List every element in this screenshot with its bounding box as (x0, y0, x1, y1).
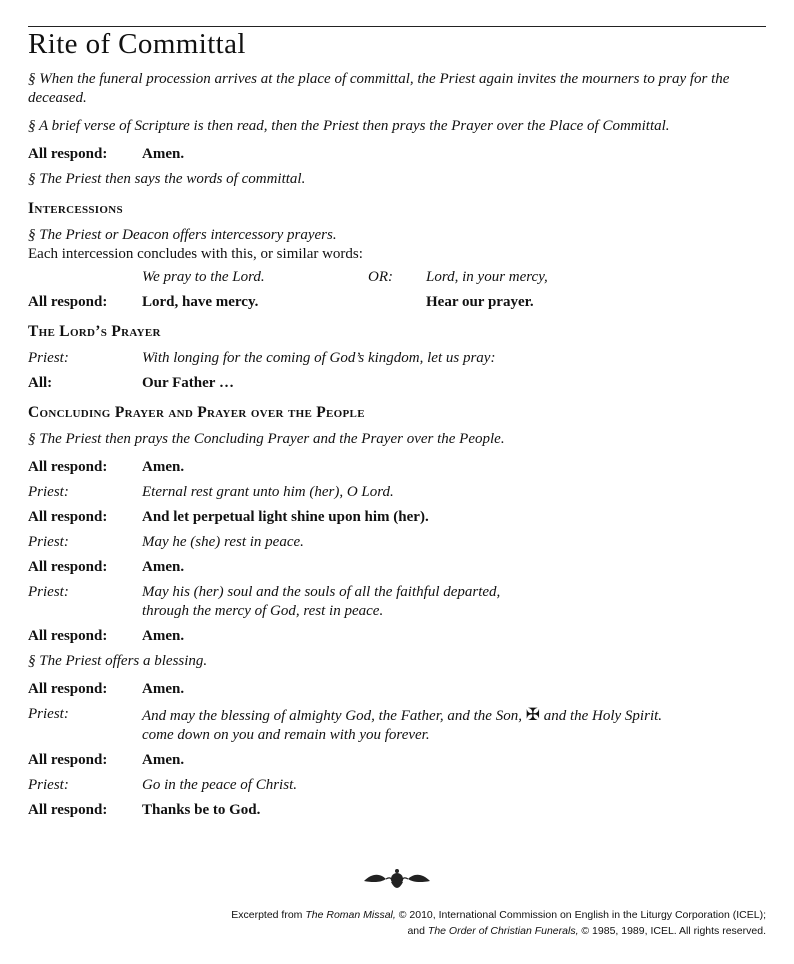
blessing-text-b: and the Holy Spirit. (543, 708, 663, 724)
response-row (28, 801, 768, 820)
credits-text: Excerpted from (231, 909, 303, 921)
all-row (28, 374, 768, 393)
priest-label: Priest: (28, 534, 69, 550)
priest-text (142, 583, 500, 621)
credits (231, 907, 766, 939)
response-row (28, 751, 768, 770)
response-text: Thanks be to God. (142, 802, 261, 818)
priest-text-line1: May his (her) soul and the souls of all the faithful departed, (142, 584, 501, 600)
response-row (28, 458, 768, 477)
spacer (368, 293, 426, 312)
response-label: All respond: (28, 628, 108, 644)
rubric-intercessions-line1: § The Priest or Deacon offers intercessory prayers. (28, 227, 337, 243)
heading-concluding-prayer: Concluding Prayer and Prayer over the People (28, 404, 365, 421)
priest-label: Priest: (28, 484, 69, 500)
all-label: All: (28, 375, 53, 391)
priest-text: Go in the peace of Christ. (142, 777, 297, 793)
priest-text: May he (she) rest in peace. (142, 534, 304, 550)
rubric-blessing: § The Priest offers a blessing. (28, 653, 208, 669)
response-b: Hear our prayer. (426, 294, 534, 310)
priest-label: Priest: (28, 777, 69, 793)
response-a: Lord, have mercy. (142, 294, 259, 310)
top-rule (28, 26, 766, 27)
response-row (28, 508, 768, 527)
response-text: Amen. (142, 752, 185, 768)
or-label: OR: (368, 269, 393, 285)
rubric-procession: § When the funeral procession arrives at the place of committal, the Priest again invites the mourners to pray for the deceased. (28, 71, 730, 106)
response-label: All respond: (28, 559, 108, 575)
rubric-concluding: § The Priest then prays the Concluding Prayer and the Prayer over the People. (28, 431, 505, 447)
priest-row (28, 583, 768, 621)
priest-row (28, 349, 768, 368)
response-text: Amen. (142, 459, 185, 475)
response-label: All respond: (28, 146, 108, 162)
response-row (28, 627, 768, 646)
blessing-text-a: And may the blessing of almighty God, the Father, and the Son, (142, 708, 522, 724)
rubric-intercessions (28, 226, 768, 264)
response-label: All respond: (28, 752, 108, 768)
heading-lords-prayer: The Lord’s Prayer (28, 323, 161, 340)
rubric-committal: § The Priest then says the words of committal. (28, 171, 306, 187)
response-text: Amen. (142, 681, 185, 697)
priest-row (28, 776, 768, 795)
spacer (28, 268, 142, 287)
credits-text: © 1985, 1989, ICEL. All rights reserved. (581, 925, 766, 937)
response-label: All respond: (28, 509, 108, 525)
rubric-intercessions-line2: Each intercession concludes with this, or similar words: (28, 246, 363, 262)
priest-row (28, 705, 768, 745)
priest-text: Eternal rest grant unto him (her), O Lord. (142, 484, 394, 500)
response-row (28, 680, 768, 699)
response-text: And let perpetual light shine upon him (her). (142, 509, 429, 525)
priest-text: With longing for the coming of God’s kingdom, let us pray: (142, 350, 496, 366)
response-label: All respond: (28, 459, 108, 475)
credits-line1 (231, 907, 766, 923)
response-label: All respond: (28, 681, 108, 697)
credits-title-christian-funerals: The Order of Christian Funerals, (427, 925, 579, 937)
credits-title-roman-missal: The Roman Missal, (305, 909, 396, 921)
credits-line2 (231, 923, 766, 939)
response-label: All respond: (28, 802, 108, 818)
response-row (28, 145, 768, 164)
rubric-scripture: § A brief verse of Scripture is then read, then the Priest then prays the Prayer over the Place of Committal. (28, 118, 670, 134)
response-row (28, 558, 768, 577)
response-text: Amen. (142, 559, 185, 575)
response-text: Amen. (142, 146, 185, 162)
response-label: All respond: (28, 294, 108, 310)
priest-text-line1 (142, 705, 662, 726)
ornament-icon (362, 868, 432, 894)
priest-row (28, 533, 768, 552)
invocation-a: We pray to the Lord. (142, 269, 265, 285)
cross-icon: ✠ (525, 705, 540, 724)
priest-text-line2: come down on you and remain with you forever. (142, 727, 430, 743)
invocation-b: Lord, in your mercy, (426, 269, 548, 285)
heading-intercessions: Intercessions (28, 200, 123, 217)
priest-label: Priest: (28, 350, 69, 366)
content (28, 70, 768, 826)
priest-text (142, 705, 662, 745)
credits-text: and (407, 925, 425, 937)
priest-row (28, 483, 768, 502)
credits-text: © 2010, International Commission on English in the Liturgy Corporation (ICEL); (398, 909, 766, 921)
page-title: Rite of Committal (28, 28, 246, 60)
priest-label: Priest: (28, 584, 69, 600)
response-text: Amen. (142, 628, 185, 644)
intercession-response-row (28, 293, 768, 312)
all-text: Our Father … (142, 375, 234, 391)
invocation-row (28, 268, 768, 287)
priest-text-line2: through the mercy of God, rest in peace. (142, 603, 384, 619)
priest-label: Priest: (28, 706, 69, 722)
